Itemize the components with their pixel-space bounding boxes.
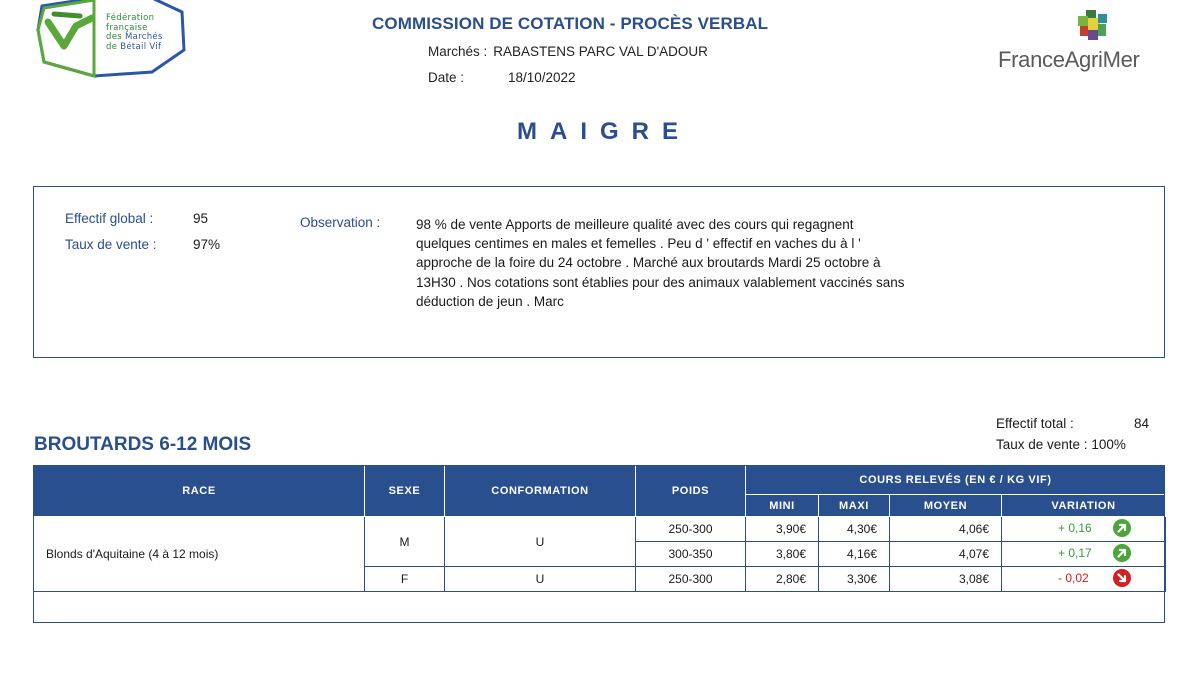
trend-down-icon bbox=[1113, 569, 1131, 587]
date-line bbox=[428, 70, 576, 85]
mini-cell: 3,80€ bbox=[746, 542, 819, 567]
col-header-maxi: MAXI bbox=[819, 495, 890, 517]
col-header-cours: COURS RELEVÉS (EN € / KG VIF) bbox=[746, 466, 1166, 495]
section-sales-rate-label: Taux de vente : bbox=[996, 437, 1088, 452]
variation-value: + 0,16 bbox=[1058, 521, 1092, 536]
maxi-cell: 4,16€ bbox=[819, 542, 890, 567]
table-row bbox=[34, 517, 1166, 542]
effectif-total-value: 84 bbox=[1134, 416, 1150, 431]
global-effectif-label: Effectif global : bbox=[65, 211, 154, 226]
franceagrimer-mark-icon bbox=[1074, 10, 1110, 46]
section-title: BROUTARDS 6-12 MOIS bbox=[34, 434, 252, 455]
observation-label: Observation : bbox=[300, 215, 381, 230]
sexe-cell: F bbox=[365, 567, 445, 592]
ffmbv-logo-text: Fédération française des Marchés de Bétail Vif bbox=[106, 13, 163, 52]
market-label: Marchés : bbox=[428, 44, 488, 59]
variation-cell bbox=[1002, 517, 1166, 542]
moyen-cell: 4,07€ bbox=[890, 542, 1002, 567]
date-value: 18/10/2022 bbox=[508, 70, 576, 85]
market-line bbox=[428, 44, 708, 59]
global-sales-rate bbox=[65, 237, 221, 252]
franceagrimer-logo-text: FranceAgriMer bbox=[998, 47, 1140, 72]
trend-up-icon bbox=[1113, 544, 1131, 562]
price-table bbox=[33, 465, 1166, 592]
page-title: MAIGRE bbox=[517, 118, 691, 145]
maxi-cell: 3,30€ bbox=[819, 567, 890, 592]
ffmbv-logo bbox=[34, 0, 190, 78]
variation-value: - 0,02 bbox=[1058, 571, 1089, 586]
col-header-sexe: SEXE bbox=[365, 466, 445, 517]
poids-cell: 300-350 bbox=[636, 542, 746, 567]
global-sales-rate-value: 97% bbox=[193, 237, 221, 252]
col-header-moyen: MOYEN bbox=[890, 495, 1002, 517]
global-effectif bbox=[65, 211, 209, 226]
variation-cell bbox=[1002, 567, 1166, 592]
maxi-cell: 4,30€ bbox=[819, 517, 890, 542]
report-title: COMMISSION DE COTATION - PROCÈS VERBAL bbox=[372, 14, 769, 33]
observation-text: 98 % de vente Apports de meilleure qualité avec des cours qui regagnent quelques centimes en males et femelles . Peu d ' effectif en vaches du à l ' approche de la foire du 24 octobre . Marché aux broutards Mardi 25 octobre à 13H30 . Nos cotations sont établies pour des animaux valablement vaccinés sans déduction de jeun . Marc bbox=[416, 217, 905, 309]
trend-up-icon bbox=[1113, 519, 1131, 537]
moyen-cell: 4,06€ bbox=[890, 517, 1002, 542]
global-effectif-value: 95 bbox=[193, 211, 209, 226]
col-header-poids: POIDS bbox=[636, 466, 746, 517]
race-cell: Blonds d'Aquitaine (4 à 12 mois) bbox=[34, 517, 365, 592]
moyen-cell: 3,08€ bbox=[890, 567, 1002, 592]
conformation-cell: U bbox=[445, 517, 636, 567]
section-totals bbox=[996, 416, 1150, 458]
global-sales-rate-label: Taux de vente : bbox=[65, 237, 157, 252]
mini-cell: 3,90€ bbox=[746, 517, 819, 542]
col-header-race: RACE bbox=[34, 466, 365, 517]
market-value: RABASTENS PARC VAL D'ADOUR bbox=[493, 44, 708, 59]
date-label: Date : bbox=[428, 70, 465, 85]
conformation-cell: U bbox=[445, 567, 636, 592]
variation-value: + 0,17 bbox=[1058, 546, 1092, 561]
col-header-variation: VARIATION bbox=[1002, 495, 1166, 517]
franceagrimer-logo bbox=[998, 10, 1168, 80]
poids-cell: 250-300 bbox=[636, 517, 746, 542]
mini-cell: 2,80€ bbox=[746, 567, 819, 592]
variation-cell bbox=[1002, 542, 1166, 567]
effectif-total-label: Effectif total : bbox=[996, 416, 1074, 431]
section-sales-rate-value: 100% bbox=[1091, 437, 1126, 452]
col-header-mini: MINI bbox=[746, 495, 819, 517]
poids-cell: 250-300 bbox=[636, 567, 746, 592]
observation-box bbox=[33, 186, 1165, 358]
sexe-cell: M bbox=[365, 517, 445, 567]
col-header-conformation: CONFORMATION bbox=[445, 466, 636, 517]
